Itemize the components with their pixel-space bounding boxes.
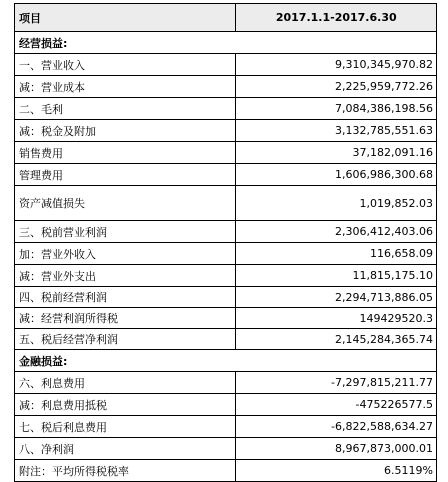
table-row <box>15 221 437 243</box>
row-label: 一、营业收入 <box>15 54 236 75</box>
row-value: 11,815,175.10 <box>236 265 437 286</box>
table-row <box>15 329 437 350</box>
row-label: 加：营业外收入 <box>15 243 236 264</box>
row-label: 附注：平均所得税税率 <box>15 460 236 481</box>
table-row <box>15 308 437 329</box>
header-period-cell: 2017.1.1-2017.6.30 <box>236 4 437 31</box>
row-value: 2,306,412,403.06 <box>236 221 437 242</box>
row-label: 三、税前营业利润 <box>15 221 236 242</box>
table-row <box>15 54 437 76</box>
row-value: 116,658.09 <box>236 243 437 264</box>
table-row <box>15 120 437 142</box>
section-title: 经营损益: <box>15 32 437 53</box>
row-value: 2,225,959,772.26 <box>236 76 437 97</box>
header-item-cell: 项目 <box>15 4 236 31</box>
table-row <box>15 265 437 287</box>
row-value: 9,310,345,970.82 <box>236 54 437 75</box>
table-row <box>15 186 437 221</box>
row-value: 8,967,873,000.01 <box>236 438 437 459</box>
row-value: -6,822,588,634.27 <box>236 416 437 437</box>
table-row <box>15 76 437 98</box>
row-value: 7,084,386,198.56 <box>236 98 437 119</box>
row-label: 减：利息费用抵税 <box>15 394 236 415</box>
table-row <box>15 287 437 308</box>
row-label: 六、利息费用 <box>15 372 236 393</box>
row-label: 七、税后利息费用 <box>15 416 236 437</box>
table-row <box>15 164 437 186</box>
row-value: 2,294,713,886.05 <box>236 287 437 307</box>
row-label: 减：税金及附加 <box>15 120 236 141</box>
row-value: -475226577.5 <box>236 394 437 415</box>
table-row <box>15 394 437 416</box>
row-label: 二、毛利 <box>15 98 236 119</box>
table-row <box>15 416 437 438</box>
section-title: 金融损益: <box>15 350 437 371</box>
section-row-financial <box>15 350 437 372</box>
row-value: 6.5119% <box>236 460 437 481</box>
income-statement-table <box>14 3 437 482</box>
row-label: 资产减值损失 <box>15 186 236 220</box>
row-label: 减：营业外支出 <box>15 265 236 286</box>
row-label: 减：营业成本 <box>15 76 236 97</box>
row-value: 149429520.3 <box>236 308 437 328</box>
table-row <box>15 98 437 120</box>
table-row <box>15 460 437 482</box>
table-row <box>15 438 437 460</box>
row-value: 1,019,852.03 <box>236 186 437 220</box>
row-label: 销售费用 <box>15 142 236 163</box>
table-header-row <box>15 4 437 32</box>
row-label: 管理费用 <box>15 164 236 185</box>
row-value: 1,606,986,300.68 <box>236 164 437 185</box>
table-row <box>15 243 437 265</box>
row-value: 3,132,785,551.63 <box>236 120 437 141</box>
table-row <box>15 142 437 164</box>
row-value: 2,145,284,365.74 <box>236 329 437 349</box>
row-label: 五、税后经营净利润 <box>15 329 236 349</box>
row-value: -7,297,815,211.77 <box>236 372 437 393</box>
section-row-operating <box>15 32 437 54</box>
row-label: 八、净利润 <box>15 438 236 459</box>
row-value: 37,182,091.16 <box>236 142 437 163</box>
row-label: 减：经营利润所得税 <box>15 308 236 328</box>
row-label: 四、税前经营利润 <box>15 287 236 307</box>
table-row <box>15 372 437 394</box>
